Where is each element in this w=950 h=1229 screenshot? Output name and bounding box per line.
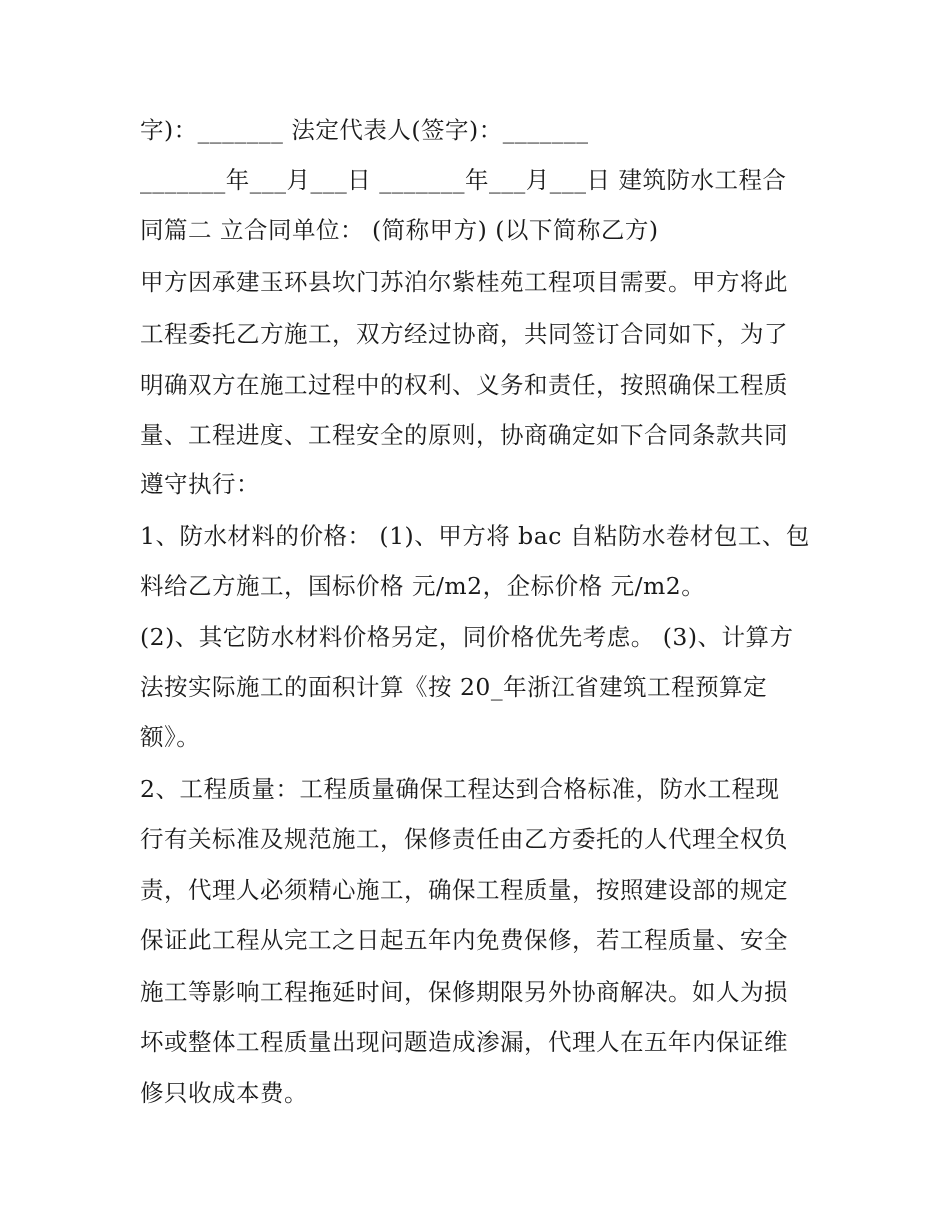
- text-line: 行有关标准及规范施工，保修责任由乙方委托的人代理全权负: [140, 825, 788, 853]
- text-line: 字)：_______ 法定代表人(签字)：_______: [140, 116, 589, 144]
- text-line: 工程委托乙方施工，双方经过协商，共同签订合同如下，为了: [140, 320, 788, 348]
- text-line: 量、工程进度、工程安全的原则，协商确定如下合同条款共同: [140, 421, 788, 449]
- text-line: 额》。: [140, 723, 201, 751]
- text-line: 甲方因承建玉环县坎门苏泊尔紫桂苑工程项目需要。甲方将此: [140, 268, 788, 296]
- text-line: 法按实际施工的面积计算《按 20_年浙江省建筑工程预算定: [140, 673, 768, 701]
- text-line: 2、工程质量：工程质量确保工程达到合格标准，防水工程现: [140, 775, 780, 803]
- text-line: 施工等影响工程拖延时间，保修期限另外协商解决。如人为损: [140, 978, 788, 1006]
- text-line: _______年___月___日 _______年___月___日 建筑防水工程合: [140, 166, 787, 194]
- text-line: 明确双方在施工过程中的权利、义务和责任，按照确保工程质: [140, 371, 788, 399]
- text-line: 保证此工程从完工之日起五年内免费保修，若工程质量、安全: [140, 926, 788, 954]
- text-line: 责，代理人必须精心施工，确保工程质量，按照建设部的规定: [140, 876, 788, 904]
- text-line: 料给乙方施工，国标价格 元/m2，企标价格 元/m2。: [140, 572, 706, 600]
- text-line: 同篇二 立合同单位： (简称甲方) (以下简称乙方): [140, 216, 659, 244]
- text-line: (2)、其它防水材料价格另定，同价格优先考虑。 (3)、计算方: [140, 623, 794, 651]
- text-line: 修只收成本费。: [140, 1079, 308, 1107]
- text-line: 坏或整体工程质量出现问题造成渗漏，代理人在五年内保证维: [140, 1028, 788, 1056]
- text-line: 遵守执行：: [140, 470, 260, 498]
- text-line: 1、防水材料的价格： (1)、甲方将 bac 自粘防水卷材包工、包: [140, 522, 810, 550]
